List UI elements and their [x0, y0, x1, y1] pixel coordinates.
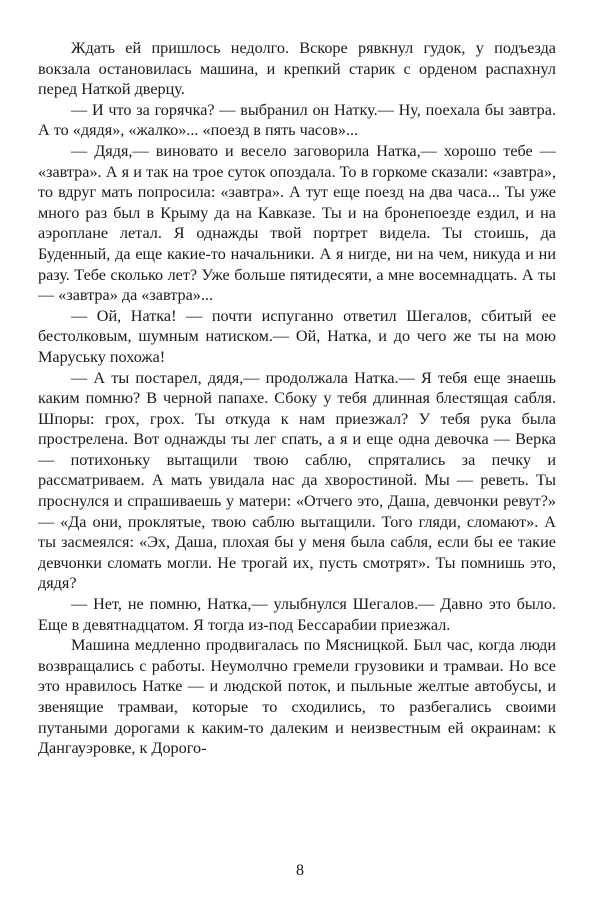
paragraph-3: — Дядя,— виновато и весело заговорила Натка,— хорошо тебе — «завтра». А я и так на трое суток опоздала. То в горкоме сказали: «завтра», то вдруг мать попросила: «завтра». А тут еще поезд на два часа... Ты уже много раз был в Крыму да на Кавказе. Ты и на бронепоезде ездил, и на аэроплане летал. Я однажды твой портрет видела. Ты стоишь, да Буденный, да еще какие-то начальники. А я нигде, ни на чем, никуда и ни разу. Тебе сколько лет? Уже больше пятидесяти, а мне восемнадцать. А ты — «завтра» да «завтра»... — [38, 141, 556, 305]
body-text — [38, 38, 556, 759]
paragraph-7: Машина медленно продвигалась по Мясницкой. Был час, когда люди возвращались с работы. Неумолчно гремели грузовики и трамваи. Но все это нравилось Натке — и людской поток, и пыльные желтые автобусы, и звенящие трамваи, которые то сходились, то разбегались своими путаными дорогами к каким-то далеким и неизвестным ей окраинам: к Дангауэровке, к Дорого- — [38, 636, 556, 758]
paragraph-1: Ждать ей пришлось недолго. Вскоре рявкнул гудок, у подъезда вокзала остановилась машина, и крепкий старик с орденом распахнул перед Наткой дверцу. — [38, 39, 556, 99]
paragraph-2: — И что за горячка? — выбранил он Натку.— Ну, поехала бы завтра. А то «дядя», «жалко»... «поезд в пять часов»... — [38, 100, 556, 140]
paragraph-5: — А ты постарел, дядя,— продолжала Натка.— Я тебя еще знаешь каким помню? В черной папахе. Сбоку у тебя длинная блестящая сабля. Шпоры: грох, грох. Ты откуда к нам приезжал? У тебя рука была прострелена. Вот однажды ты лег спать, а я и еще одна девочка — Верка — потихоньку вытащили твою саблю, спрятались за печку и рассматриваем. А мать увидала нас да хворостиной. Мы — реветь. Ты проснулся и спрашиваешь у матери: «Отчего это, Даша, девчонки ревут?» — «Да они, проклятые, твою саблю вытащили. Того гляди, сломают». А ты засмеялся: «Эх, Даша, плохая бы у меня была сабля, если бы ее такие девчонки сломать могли. Не трогай их, пусть смотрят». Ты помнишь это, дядя? — [38, 368, 556, 593]
paragraph-6: — Нет, не помню, Натка,— улыбнулся Шегалов.— Давно это было. Еще в девятнадцатом. Я тогда из-под Бессарабии приезжал. — [38, 595, 556, 634]
paragraph-4: — Ой, Натка! — почти испуганно ответил Шегалов, сбитый ее бестолковым, шумным натиском.— Ой, Натка, и до чего же ты на мою Маруську похожа! — [38, 306, 556, 366]
page-number: 8 — [296, 862, 304, 879]
